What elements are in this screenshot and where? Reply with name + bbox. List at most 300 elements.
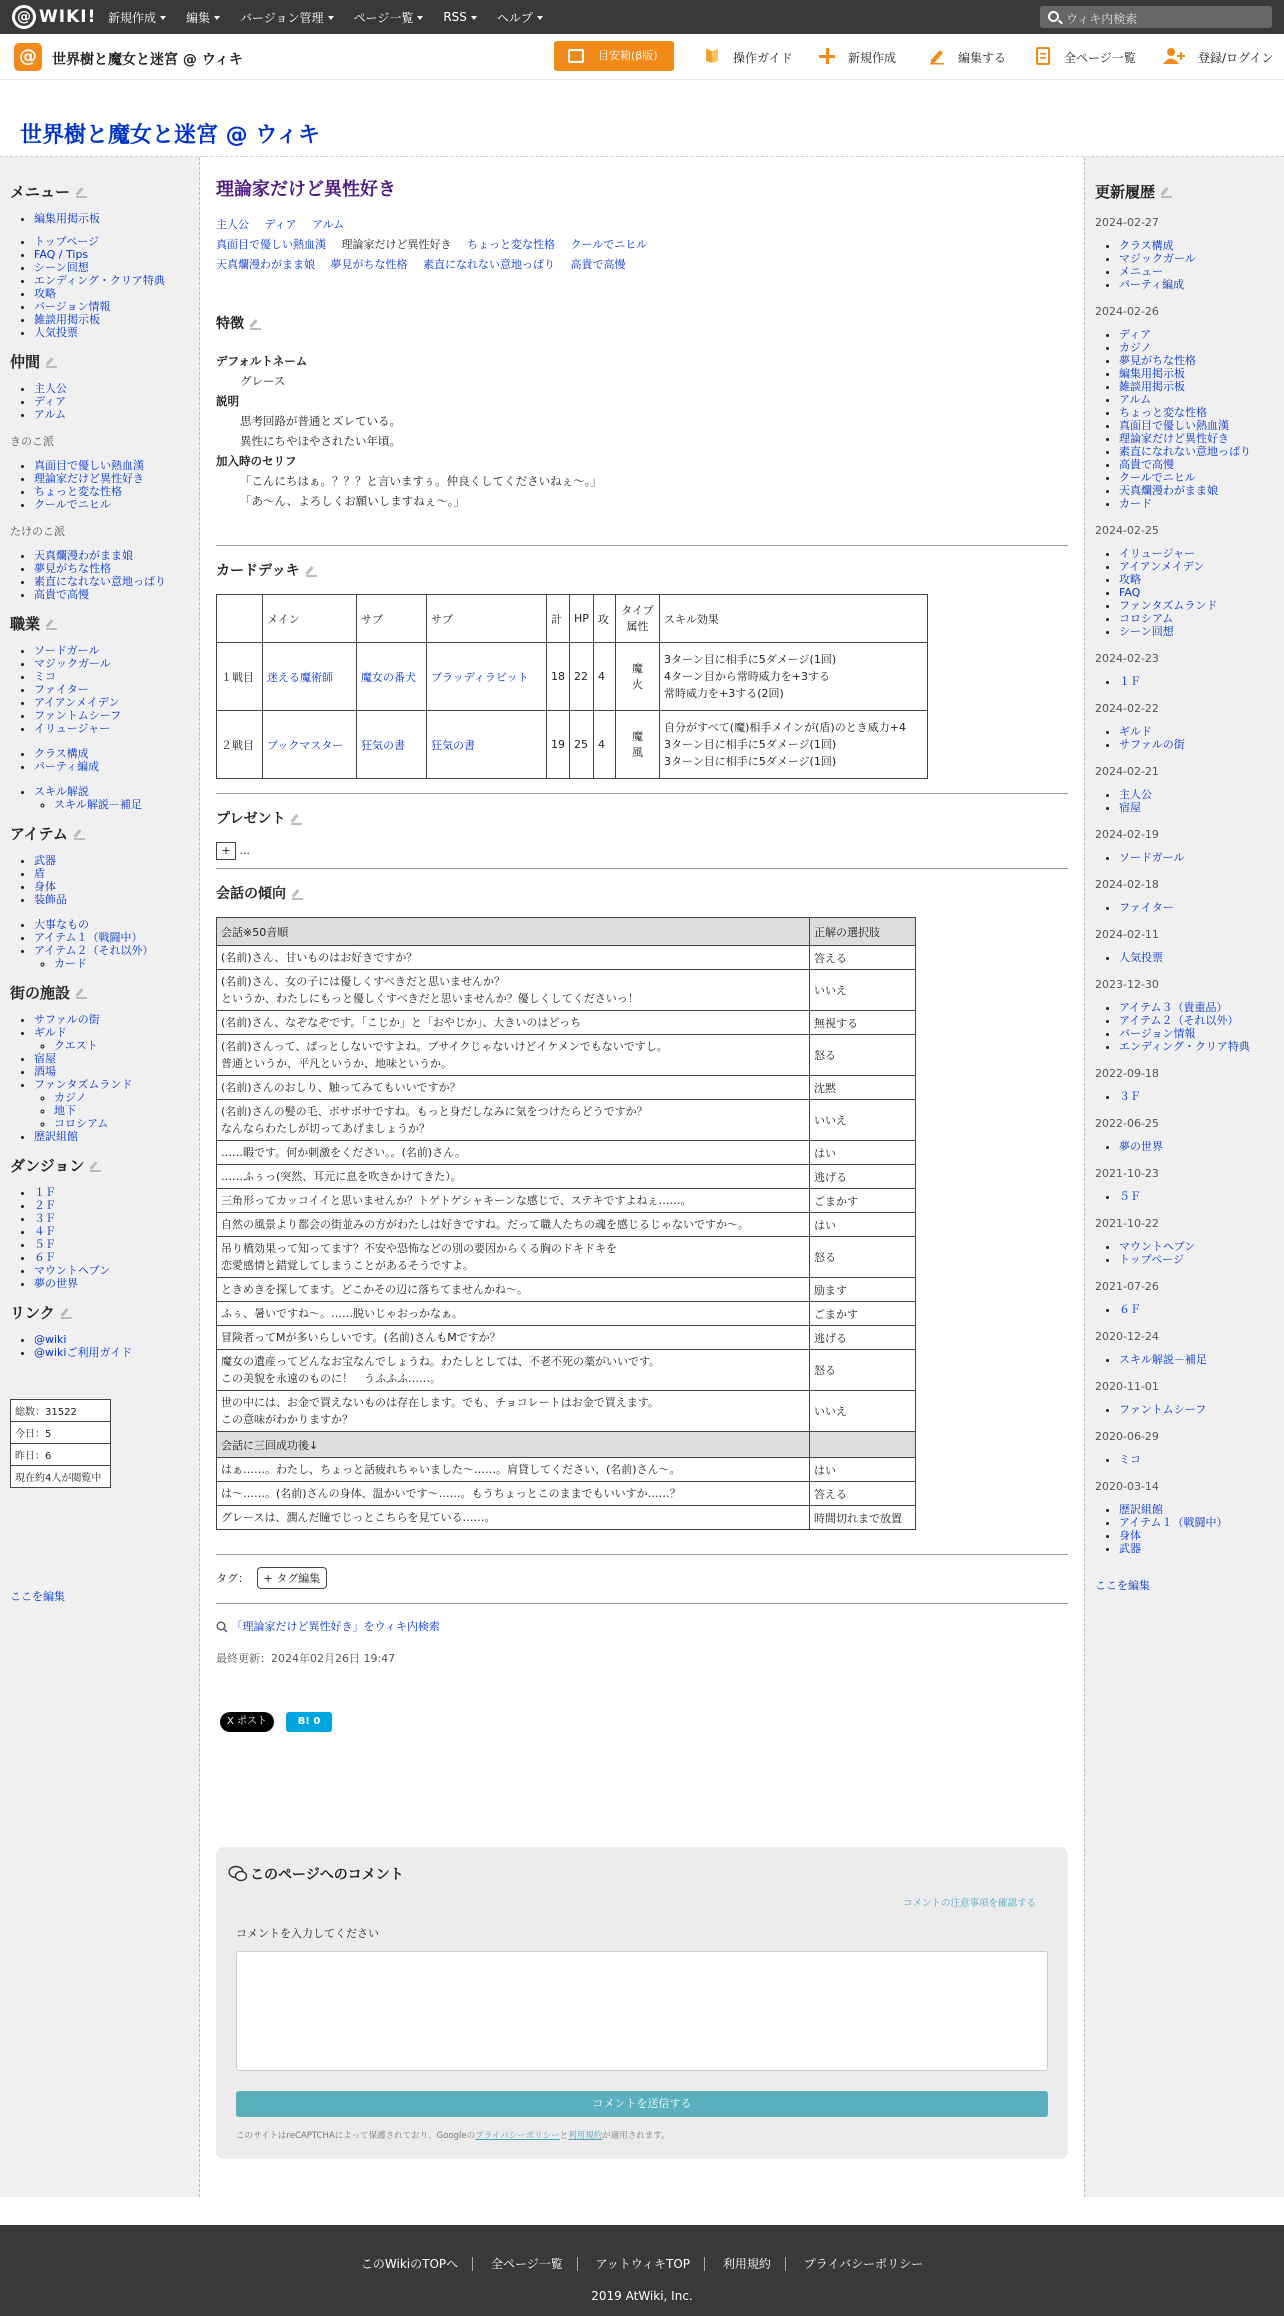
talk-question <box>217 1506 810 1530</box>
sidebar-item[interactable]: • @wikiご利用ガイド <box>34 1346 195 1359</box>
menu-new[interactable]: 新規作成 <box>108 9 166 26</box>
all-pages-button[interactable] <box>1034 49 1136 66</box>
talk-answer: 答える <box>810 1482 916 1506</box>
sidebar-kinoko-list <box>10 459 195 511</box>
talk-row <box>217 1350 916 1391</box>
page-title: 理論家だけど異性好き <box>216 179 396 200</box>
char-link[interactable]: 主人公 <box>216 218 249 231</box>
history-item[interactable]: • サファルの街 <box>1119 738 1280 751</box>
history-date: 2024-02-22 <box>1095 702 1159 715</box>
history-list <box>1095 1240 1280 1266</box>
sidebar-item[interactable]: • 天真爛漫わがまま娘 <box>34 549 195 562</box>
history-date: 2023-12-30 <box>1095 978 1159 991</box>
deck-battle: １戦目 <box>217 643 263 711</box>
feature-list <box>216 351 1068 511</box>
tag-edit-button[interactable]: + タグ編集 <box>257 1567 328 1589</box>
deck-atk: 4 <box>594 711 616 779</box>
talk-question-line: ときめきを探してます。どこかその辺に落ちてませんかね〜。 <box>221 1283 529 1296</box>
talk-question-line: グレースは、潤んだ瞳でじっとこちらを見ている……。 <box>221 1511 496 1524</box>
wiki-search-input[interactable] <box>1040 6 1272 28</box>
footer-link[interactable]: このWikiのTOPへ <box>347 2257 473 2271</box>
suggestion-box-button[interactable] <box>554 41 674 71</box>
comment-box <box>216 1847 1068 2159</box>
sidebar-heading-item <box>10 823 195 844</box>
sidebar-item[interactable]: • FAQ / Tips <box>34 248 195 261</box>
menu-help[interactable]: ヘルプ <box>497 9 543 26</box>
history-item[interactable]: • ファントムシーフ <box>1119 1403 1280 1416</box>
join-quote-label: 加入時のセリフ <box>216 454 297 468</box>
history-item[interactable]: • ３Ｆ <box>1119 1090 1280 1103</box>
pencil-icon[interactable] <box>306 566 317 577</box>
history-date: 2024-02-11 <box>1095 928 1159 941</box>
footer-link[interactable]: 全ページ一覧 <box>477 2257 578 2271</box>
book-icon <box>703 47 721 65</box>
menu-version[interactable]: バージョン管理 <box>240 9 334 26</box>
history-item[interactable]: • アルム <box>1119 393 1280 406</box>
history-item[interactable]: • FAQ <box>1119 586 1280 599</box>
sidebar-item[interactable]: • ６Ｆ <box>34 1251 195 1264</box>
sidebar-item[interactable]: • エンディング・クリア特典 <box>34 274 195 287</box>
history-item[interactable]: • 高貴で高慢 <box>1119 458 1280 471</box>
new-page-button[interactable] <box>818 49 896 66</box>
history-item[interactable]: • ５Ｆ <box>1119 1190 1280 1203</box>
history-item[interactable]: • パーティ編成 <box>1119 278 1280 291</box>
deck-battle: ２戦目 <box>217 711 263 779</box>
sidebar-heading-nakama-label: 仲間 <box>10 353 41 371</box>
talk-answer: 怒る <box>810 1237 916 1278</box>
deck-skill: 3ターン目に相手に5ダメージ(1回) <box>664 738 837 751</box>
talk-question-line: この意味がわかりますか？ <box>221 1413 353 1426</box>
history-item[interactable]: • イリュージャー <box>1119 547 1280 560</box>
pencil-icon[interactable] <box>76 187 87 198</box>
sidebar-item[interactable]: • 雑談用掲示板 <box>34 313 195 326</box>
users-icon <box>1162 47 1186 65</box>
sidebar-item[interactable]: • パーティ編成 <box>34 760 195 773</box>
sidebar-subitem[interactable]: ◦ カジノ <box>54 1091 195 1104</box>
sidebar-heading-history-label: 更新履歴 <box>1095 183 1156 201</box>
deck-header: スキル効果 <box>660 595 928 643</box>
history-item[interactable]: • アイテム３（貴重品） <box>1119 1001 1280 1014</box>
sidebar-item[interactable]: • アルム <box>34 408 195 421</box>
deck-skill: 常時威力を+3する(2回) <box>664 687 784 700</box>
deck-skill: 4ターン目から常時威力を+3する <box>664 670 830 683</box>
sidebar-menu-list-2 <box>10 235 195 339</box>
sidebar-item[interactable]: • ５Ｆ <box>34 1238 195 1251</box>
sidebar-item[interactable]: • アイテム２（それ以外） ◦ カード <box>34 944 195 970</box>
section-divider <box>216 1603 1068 1604</box>
menu-rss[interactable]: RSS <box>443 10 477 24</box>
guide-button[interactable] <box>703 49 793 66</box>
talk-question <box>217 1278 810 1302</box>
hatena-bookmark-button[interactable]: B! 0 <box>286 1712 332 1732</box>
deck-hp: 25 <box>570 711 594 779</box>
talk-question <box>217 1076 810 1100</box>
sidebar-subitem[interactable]: ◦ クエスト <box>54 1039 195 1052</box>
history-list <box>1095 1140 1280 1153</box>
history-item[interactable]: • コロシアム <box>1119 612 1280 625</box>
right-edit-link[interactable]: ここを編集 <box>1095 1579 1150 1592</box>
sidebar-subitem[interactable]: ◦ コロシアム <box>54 1117 195 1130</box>
talk-row <box>217 1076 916 1100</box>
talk-row <box>217 1100 916 1141</box>
suggestion-box-icon <box>568 49 584 63</box>
history-item[interactable]: • 夢見がちな性格 <box>1119 354 1280 367</box>
sidebar-item[interactable]: • ２Ｆ <box>34 1199 195 1212</box>
history-item[interactable]: • 攻略 <box>1119 573 1280 586</box>
sidebar-item[interactable]: • アイテム１（戦闘中） <box>34 931 195 944</box>
sidebar-subitem[interactable]: ◦ 地下 <box>54 1104 195 1117</box>
left-edit-link[interactable]: ここを編集 <box>10 1590 65 1603</box>
page-site-title[interactable]: 世界樹と魔女と迷宮 @ ウィキ <box>20 123 320 148</box>
char-link-current: 理論家だけど異性好き <box>341 238 452 251</box>
history-item[interactable]: • 身体 <box>1119 1529 1280 1542</box>
recaptcha-privacy-link[interactable]: プライバシーポリシー <box>475 2131 560 2141</box>
talk-question <box>217 1035 810 1076</box>
sidebar-item[interactable]: • 盾 <box>34 867 195 880</box>
sidebar-item[interactable]: • ミコ <box>34 670 195 683</box>
char-link[interactable]: 高貴で高慢 <box>570 258 626 271</box>
talk-separator-row <box>217 1432 916 1458</box>
deck-header: 計 <box>547 595 570 643</box>
deck-sub-card[interactable]: ブラッディラビット <box>427 643 547 711</box>
footer-links <box>0 2255 1284 2272</box>
pencil-icon[interactable] <box>61 1308 72 1319</box>
talk-row <box>217 1482 916 1506</box>
section-divider <box>216 868 1068 869</box>
talk-answer: 逃げる <box>810 1165 916 1189</box>
sidebar-item[interactable]: • ３Ｆ <box>34 1212 195 1225</box>
sidebar-item[interactable]: • ファントムシーフ <box>34 709 195 722</box>
talk-question-line: (名前)さんの髪の毛、ボサボサですね。もっと身だしなみに気をつけたらどうですか？ <box>221 1105 648 1118</box>
menu-edit[interactable]: 編集 <box>186 9 220 26</box>
share-buttons <box>216 1712 1068 1734</box>
sidebar-item[interactable]: • ファイター <box>34 683 195 696</box>
sidebar-item[interactable]: • バージョン情報 <box>34 300 195 313</box>
sidebar-heading-menu-label: メニュー <box>10 183 71 201</box>
section-heading-deck <box>216 560 1068 580</box>
history-date: 2024-02-23 <box>1095 652 1159 665</box>
deck-header: タイプ 属性 <box>616 595 660 643</box>
sidebar-item[interactable]: • 歴訳組館 <box>34 1130 195 1143</box>
default-name-value: グレース <box>240 374 286 388</box>
char-link[interactable]: 真面目で優しい熱血漢 <box>216 238 326 251</box>
history-item[interactable]: • ６Ｆ <box>1119 1303 1280 1316</box>
description-line: 思考回路が普通とズレている。 <box>240 414 401 428</box>
history-item[interactable]: • 宿屋 <box>1119 801 1280 814</box>
char-link[interactable]: 天真爛漫わがまま娘 <box>216 258 315 271</box>
wiki-search-link-label: 「理論家だけど異性好き」をウィキ内検索 <box>231 1620 440 1633</box>
sidebar-item[interactable]: • イリュージャー <box>34 722 195 735</box>
deck-sub-card[interactable]: 狂気の書 <box>427 711 547 779</box>
history-list <box>1095 675 1280 688</box>
sidebar-item[interactable]: • スキル解説 ◦ スキル解説－補足 <box>34 785 195 811</box>
edit-button[interactable] <box>928 49 1006 66</box>
footer-link[interactable]: アットウィキTOP <box>582 2257 705 2271</box>
history-item[interactable]: • ちょっと変な性格 <box>1119 406 1280 419</box>
present-expand-button[interactable]: + <box>216 842 236 860</box>
history-list <box>1095 1090 1280 1103</box>
history-item[interactable]: • ファンタズムランド <box>1119 599 1280 612</box>
sidebar-skill-list <box>10 785 195 811</box>
history-item[interactable]: • アイテム２（それ以外） <box>1119 1014 1280 1027</box>
sidebar-heading-history <box>1095 181 1280 202</box>
pencil-icon[interactable] <box>74 829 85 840</box>
deck-header: メイン <box>263 595 357 643</box>
talk-row <box>217 1011 916 1035</box>
talk-answer: ごまかす <box>810 1189 916 1213</box>
sidebar-item[interactable]: • @wiki <box>34 1333 195 1346</box>
sidebar-heading-dungeon-label: ダンジョン <box>10 1157 85 1175</box>
history-item[interactable]: • クールでニヒル <box>1119 471 1280 484</box>
talk-row <box>217 1278 916 1302</box>
deck-sub-card[interactable]: 狂気の書 <box>357 711 427 779</box>
char-link[interactable]: 素直になれない意地っぱり <box>423 258 555 271</box>
deck-header: サブ <box>357 595 427 643</box>
main-content <box>200 157 1084 2197</box>
char-link[interactable]: ちょっと変な性格 <box>467 238 555 251</box>
pencil-icon[interactable] <box>90 1161 101 1172</box>
sidebar-item[interactable]: • 真面目で優しい熱血漢 <box>34 459 195 472</box>
tag-label: タグ： <box>216 1572 249 1585</box>
history-item[interactable]: • シーン回想 <box>1119 625 1280 638</box>
talk-question <box>217 1350 810 1391</box>
deck-skills <box>660 643 928 711</box>
sidebar-item[interactable]: • 主人公 <box>34 382 195 395</box>
history-item[interactable]: • 夢の世界 <box>1119 1140 1280 1153</box>
sidebar-item[interactable]: • 理論家だけど異性好き <box>34 472 195 485</box>
sidebar-item[interactable]: • 夢の世界 <box>34 1277 195 1290</box>
sidebar-subitem[interactable]: ◦ カード <box>54 957 195 970</box>
pencil-icon[interactable] <box>76 988 87 999</box>
sidebar-heading-town <box>10 982 195 1003</box>
deck-header: サブ <box>427 595 547 643</box>
sidebar-item-list <box>10 854 195 906</box>
talk-question-line: ……ふぅっ(突然、耳元に息を吹きかけてきた）。 <box>221 1170 462 1183</box>
sidebar-item[interactable]: • ファンタズムランド ◦ カジノ ◦ 地下 ◦ コロシアム <box>34 1078 195 1130</box>
sidebar-item[interactable]: • クールでニヒル <box>34 498 195 511</box>
history-item[interactable]: • ファイター <box>1119 901 1280 914</box>
sidebar-item[interactable]: • 宿屋 <box>34 1052 195 1065</box>
sidebar-item[interactable]: • ディア <box>34 395 195 408</box>
guide-label: 操作ガイド <box>733 51 793 65</box>
sidebar-item[interactable]: • ４Ｆ <box>34 1225 195 1238</box>
talk-question <box>217 1326 810 1350</box>
deck-type: 魔 風 <box>616 711 660 779</box>
sidebar-item[interactable]: • シーン回想 <box>34 261 195 274</box>
history-item[interactable]: • １Ｆ <box>1119 675 1280 688</box>
sidebar-item[interactable]: • 編集用掲示板 <box>34 212 195 225</box>
login-button[interactable] <box>1162 49 1273 66</box>
history-item[interactable]: • アイアンメイデン <box>1119 560 1280 573</box>
card-deck-table <box>216 594 928 779</box>
recaptcha-note <box>236 2129 670 2141</box>
talk-answer: 怒る <box>810 1035 916 1076</box>
access-counter <box>10 1399 111 1488</box>
talk-question <box>217 1237 810 1278</box>
sidebar-item[interactable]: • アイアンメイデン <box>34 696 195 709</box>
history-item[interactable]: • クラス構成 <box>1119 239 1280 252</box>
talk-question-line: (名前)さん、なぞなぞです。「こじか」と「おやじか」、大きいのはどっち <box>221 1016 582 1029</box>
talk-answer: 無視する <box>810 1011 916 1035</box>
sidebar-item[interactable]: • サファルの街 <box>34 1013 195 1026</box>
sidebar-item[interactable]: • 攻略 <box>34 287 195 300</box>
history-item[interactable]: • 編集用掲示板 <box>1119 367 1280 380</box>
section-heading-deck-label: カードデッキ <box>216 563 300 579</box>
sidebar-item[interactable]: • 人気投票 <box>34 326 195 339</box>
history-item[interactable]: • 真面目で優しい熱血漢 <box>1119 419 1280 432</box>
sidebar-item[interactable]: • 武器 <box>34 854 195 867</box>
pencil-icon[interactable] <box>292 889 303 900</box>
history-item[interactable]: • トップページ <box>1119 1253 1280 1266</box>
pencil-icon[interactable] <box>250 319 261 330</box>
history-item[interactable]: • スキル解説－補足 <box>1119 1353 1280 1366</box>
history-item[interactable]: • 素直になれない意地っぱり <box>1119 445 1280 458</box>
sidebar-item[interactable]: • トップページ <box>34 235 195 248</box>
global-nav <box>108 0 543 34</box>
sidebar-item[interactable]: • クラス構成 <box>34 747 195 760</box>
sidebar-item[interactable]: • 素直になれない意地っぱり <box>34 575 195 588</box>
description-line: 異性にちやほやされたい年頃。 <box>240 434 401 448</box>
wiki-search-link[interactable] <box>216 1618 1068 1634</box>
sidebar-heading-job <box>10 613 195 634</box>
x-post-button[interactable]: X ポスト <box>220 1712 274 1732</box>
search-placeholder: ウィキ内検索 <box>1066 12 1138 26</box>
deck-main-card[interactable]: 迷える魔術師 <box>263 643 357 711</box>
history-list <box>1095 239 1280 291</box>
footer-link[interactable]: 利用規約 <box>709 2257 786 2271</box>
history-list <box>1095 1001 1280 1053</box>
comment-submit-button[interactable]: コメントを送信する <box>236 2091 1048 2117</box>
sidebar-item[interactable]: • ソードガール <box>34 644 195 657</box>
talk-row <box>217 946 916 970</box>
tag-area <box>216 1567 1068 1589</box>
talk-question-line: (名前)さんって、ぱっとしないですよね。ブサイクじゃないけどイケメンでもないですし。 <box>221 1040 668 1053</box>
deck-sub-card[interactable]: 魔女の番犬 <box>357 643 427 711</box>
history-item[interactable]: • カジノ <box>1119 341 1280 354</box>
talk-table <box>216 917 916 1530</box>
sidebar-item[interactable]: • ちょっと変な性格 <box>34 485 195 498</box>
pencil-icon[interactable] <box>291 814 302 825</box>
sidebar-item[interactable]: • 大事なもの <box>34 918 195 931</box>
history-item[interactable]: • アイテム１（戦闘中） <box>1119 1516 1280 1529</box>
sidebar-item[interactable]: • 酒場 <box>34 1065 195 1078</box>
history-item[interactable]: • ギルド <box>1119 725 1280 738</box>
site-name[interactable]: 世界樹と魔女と迷宮 @ ウィキ <box>52 52 243 68</box>
pencil-icon[interactable] <box>46 619 57 630</box>
talk-question-line: 吊り橋効果って知ってます？不安や恐怖などの別の要因からくる胸のドキドキを <box>221 1242 617 1255</box>
sidebar-item[interactable]: • 身体 <box>34 880 195 893</box>
history-item[interactable]: • 天真爛漫わがまま娘 <box>1119 484 1280 497</box>
history-item[interactable]: • エンディング・クリア特典 <box>1119 1040 1280 1053</box>
history-item[interactable]: • カード <box>1119 497 1280 510</box>
section-divider <box>216 1554 1068 1555</box>
talk-question <box>217 1189 810 1213</box>
recaptcha-terms-link[interactable]: 利用規約 <box>568 2131 603 2141</box>
talk-question-line: なんならわたしが切ってあげましょうか？ <box>221 1122 430 1135</box>
history-item[interactable]: • 武器 <box>1119 1542 1280 1555</box>
comment-rules-link[interactable]: コメントの注意事項を確認する <box>902 1898 1036 1909</box>
history-item[interactable]: • ソードガール <box>1119 851 1280 864</box>
char-link[interactable]: ディア <box>264 218 297 231</box>
history-date: 2020-06-29 <box>1095 1430 1159 1443</box>
history-item[interactable]: • 歴訳組館 <box>1119 1503 1280 1516</box>
history-date: 2021-10-22 <box>1095 1217 1159 1230</box>
description-label: 説明 <box>216 394 239 408</box>
sidebar-town-list <box>10 1013 195 1143</box>
history-list <box>1095 725 1280 751</box>
sidebar-subitem[interactable]: ◦ スキル解説－補足 <box>54 798 195 811</box>
join-quote-line: 「あ〜ん、よろしくお願いしますねぇ〜。」 <box>240 494 465 508</box>
history-item[interactable]: • 主人公 <box>1119 788 1280 801</box>
deck-atk: 4 <box>594 643 616 711</box>
global-header <box>0 0 1284 34</box>
talk-question-line: 恋愛感情と錯覚してしまうことがあるそうですよ。 <box>221 1259 474 1272</box>
pencil-icon[interactable] <box>46 357 57 368</box>
talk-row <box>217 1141 916 1165</box>
plus-icon <box>818 47 836 65</box>
site-header <box>0 34 1284 80</box>
talk-answer: ごまかす <box>810 1302 916 1326</box>
char-link[interactable]: アルム <box>312 218 345 231</box>
talk-row <box>217 1189 916 1213</box>
present-toggle <box>216 842 1068 860</box>
char-link[interactable]: 夢見がちな性格 <box>330 258 408 271</box>
history-date: 2024-02-27 <box>1095 216 1159 229</box>
sidebar-heading-job-label: 職業 <box>10 615 41 633</box>
site-icon[interactable]: @ <box>14 43 42 71</box>
history-item[interactable]: • 人気投票 <box>1119 951 1280 964</box>
history-item[interactable]: • マウントヘブン <box>1119 1240 1280 1253</box>
history-item[interactable]: • 理論家だけど異性好き <box>1119 432 1280 445</box>
atwiki-logo[interactable] <box>12 5 97 29</box>
footer-link[interactable]: プライバシーポリシー <box>803 2257 924 2271</box>
join-quote-line: 「こんにちはぁ。？？？と言いますぅ。仲良くしてくださいねぇ〜。」 <box>240 474 602 488</box>
sidebar-item[interactable]: • マジックガール <box>34 657 195 670</box>
sidebar-item[interactable]: • 夢見がちな性格 <box>34 562 195 575</box>
deck-sum: 18 <box>547 643 570 711</box>
comment-title: このページへのコメント <box>250 1867 404 1883</box>
sidebar-item[interactable]: • 装飾品 <box>34 893 195 906</box>
deck-main-card[interactable]: ブックマスター <box>263 711 357 779</box>
history-item[interactable]: • バージョン情報 <box>1119 1027 1280 1040</box>
history-item[interactable]: • ディア <box>1119 328 1280 341</box>
sidebar-item[interactable]: • １Ｆ <box>34 1186 195 1199</box>
history-list <box>1095 1303 1280 1316</box>
pencil-icon[interactable] <box>1161 187 1172 198</box>
char-link[interactable]: クールでニヒル <box>570 238 648 251</box>
history-item[interactable]: • マジックガール <box>1119 252 1280 265</box>
sidebar-takenoko-list <box>10 549 195 601</box>
sidebar-item[interactable]: • マウントヘブン <box>34 1264 195 1277</box>
history-item[interactable]: • メニュー <box>1119 265 1280 278</box>
comment-icon <box>228 1865 248 1883</box>
history-item[interactable]: • ミコ <box>1119 1453 1280 1466</box>
menu-pagelist[interactable]: ページ一覧 <box>354 9 424 26</box>
sidebar-heading-link <box>10 1302 195 1323</box>
history-list <box>1095 1353 1280 1366</box>
comment-textarea[interactable] <box>236 1951 1048 2071</box>
sidebar-item[interactable]: • ギルド ◦ クエスト <box>34 1026 195 1052</box>
talk-separator-empty <box>810 1432 916 1458</box>
footer <box>0 2225 1284 2316</box>
talk-row <box>217 970 916 1011</box>
sidebar-menu-list <box>10 212 195 225</box>
counter-total: 総数：31522 <box>11 1400 111 1422</box>
history-item[interactable]: • 雑談用掲示板 <box>1119 380 1280 393</box>
sidebar-item[interactable]: • 高貴で高慢 <box>34 588 195 601</box>
sidebar-job-list <box>10 644 195 735</box>
talk-question-line: 魔女の遺産ってどんなお宝なんでしょうね。わたしとしては、不老不死の薬がいいです。 <box>221 1355 661 1368</box>
